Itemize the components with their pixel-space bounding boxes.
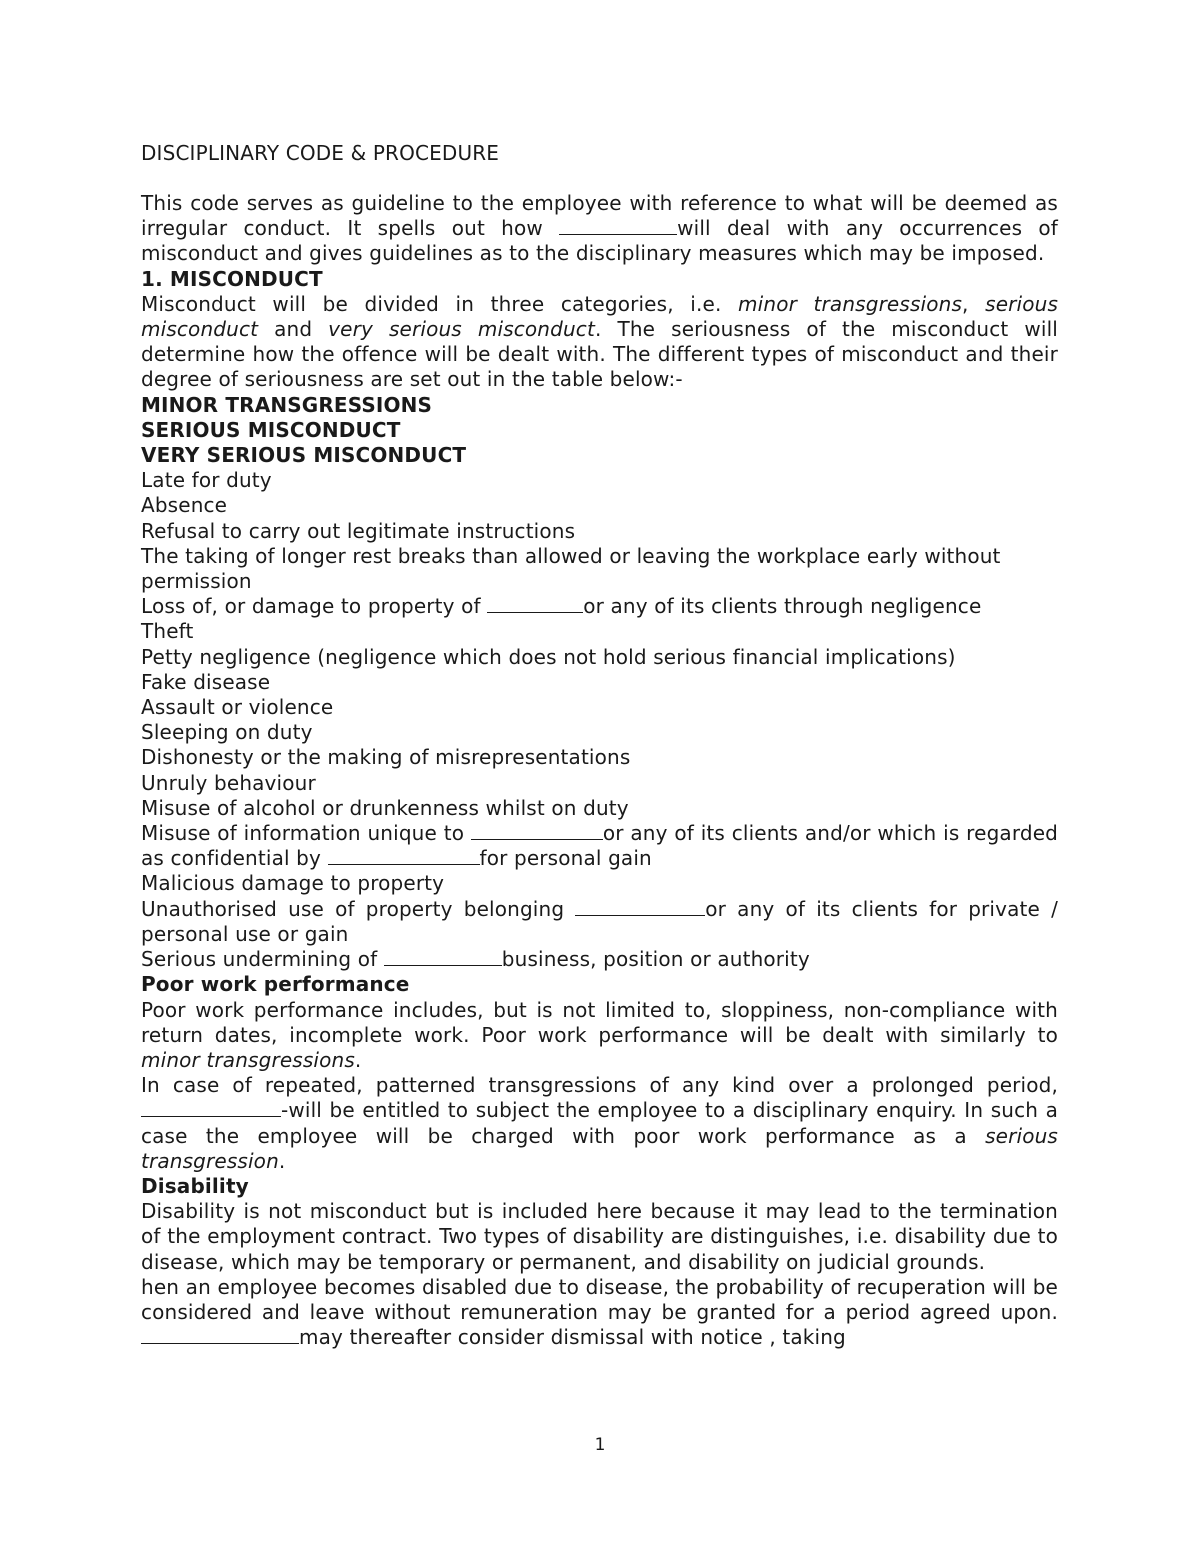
list-item xyxy=(141,594,1058,619)
list-item-text: or any of its clients and/or which is regarded as confidential by xyxy=(141,821,1058,871)
blank-field xyxy=(328,847,480,865)
list-item: Misuse of alcohol or drunkenness whilst on duty xyxy=(141,795,629,820)
disease-text-2: may thereafter consider dismissal with notice , taking xyxy=(299,1325,846,1350)
list-item-text: Serious undermining of xyxy=(141,947,384,972)
category-minor: MINOR TRANSGRESSIONS xyxy=(141,392,433,417)
list-item: Dishonesty or the making of misrepresentations xyxy=(141,745,631,770)
list-item-text: or any of its clients through negligence xyxy=(583,594,982,619)
list-item: Fake disease xyxy=(141,669,271,694)
list-item: Assault or violence xyxy=(141,695,334,720)
page-number: 1 xyxy=(594,1435,606,1455)
list-item: Sleeping on duty xyxy=(141,720,313,745)
intro-text-1: This code serves as guideline to the employee with reference to what will be deemed as irregular conduct. It spells out how xyxy=(141,191,1058,241)
blank-field xyxy=(471,822,603,840)
category-serious: SERIOUS MISCONDUCT xyxy=(141,417,401,442)
document-title: DISCIPLINARY CODE & PROCEDURE xyxy=(141,141,500,165)
list-item: Petty negligence (negligence which does not hold serious financial implications) xyxy=(141,644,956,669)
list-item: Absence xyxy=(141,493,228,518)
list-item-text: or any of its clients for private / personal use or gain xyxy=(141,896,1058,946)
blank-field xyxy=(384,948,502,966)
document-body xyxy=(141,141,1058,1350)
list-item-text: business, position or authority xyxy=(501,947,810,972)
list-item: Late for duty xyxy=(141,468,272,493)
disability-paragraph: Disability is not misconduct but is included here because it may lead to the termination of the employment contract. Two types of disability are distinguishes, i.e. disability due to disease, which may be temporary or permanent, and disability on judicial grounds. xyxy=(141,1199,1058,1274)
blank-field xyxy=(559,217,677,235)
repeat-text-1: In case of repeated, patterned transgressions of any kind over a prolonged period, xyxy=(141,1073,1058,1098)
misconduct-emphasis-1: minor transgressions xyxy=(738,291,963,316)
poor-performance-paragraph xyxy=(141,998,1058,1074)
list-item: Malicious damage to property xyxy=(141,871,445,896)
poor-text-2: . xyxy=(354,1047,362,1072)
misconduct-text-2: , xyxy=(962,291,986,316)
disease-text-1: hen an employee becomes disabled due to disease, the probability of recuperation will be considered and leave without remuneration may be granted for a period agreed upon. xyxy=(141,1274,1058,1324)
misconduct-emphasis-3: very serious misconduct xyxy=(328,317,595,342)
repeat-text-2: -will be entitled to subject the employee to a disciplinary enquiry. In such a case the employee will be charged with poor work performance as a xyxy=(141,1098,1058,1148)
disease-paragraph xyxy=(141,1275,1058,1351)
poor-text-1: Poor work performance includes, but is not limited to, sloppiness, non-compliance with return dates, incomplete work. Poor work performance will be dealt with similarly to xyxy=(141,997,1058,1047)
list-item xyxy=(141,821,1058,871)
list-item: Unruly behaviour xyxy=(141,770,316,795)
blank-field xyxy=(141,1326,299,1344)
poor-performance-heading: Poor work performance xyxy=(141,972,410,997)
blank-field xyxy=(575,898,705,916)
misconduct-text-3: and xyxy=(258,317,329,342)
blank-field xyxy=(141,1099,281,1117)
disability-heading: Disability xyxy=(141,1173,249,1198)
misconduct-text-1: Misconduct will be divided in three categories, i.e. xyxy=(141,291,739,316)
list-item-text: Loss of, or damage to property of xyxy=(141,594,488,619)
misconduct-emphasis-2: serious misconduct xyxy=(141,291,1059,342)
intro-paragraph xyxy=(141,191,1058,267)
list-item xyxy=(141,947,1058,972)
repeat-emphasis: serious transgression xyxy=(141,1123,1058,1173)
poor-emphasis: minor transgressions xyxy=(141,1047,355,1072)
intro-text-2: will deal with any occurrences of misconduct and gives guidelines as to the disciplinary measures which may be imposed. xyxy=(141,216,1058,266)
blank-field xyxy=(487,595,583,613)
section-1-heading: 1. MISCONDUCT xyxy=(141,266,323,291)
repeated-transgressions-paragraph xyxy=(141,1073,1058,1174)
list-item xyxy=(141,897,1058,947)
list-item: The taking of longer rest breaks than allowed or leaving the workplace early without permission xyxy=(141,543,1001,594)
category-very-serious: VERY SERIOUS MISCONDUCT xyxy=(141,443,467,468)
repeat-text-3: . xyxy=(278,1148,286,1173)
list-item-text: for personal gain xyxy=(479,846,652,871)
list-item: Refusal to carry out legitimate instructions xyxy=(141,518,576,543)
misconduct-text-4: . The seriousness of the misconduct will determine how the offence will be dealt with. The different types of misconduct and their degree of seriousness are set out in the table below:- xyxy=(141,317,1059,392)
list-item-text: Unauthorised use of property belonging xyxy=(141,896,576,921)
list-item: Theft xyxy=(141,619,194,644)
list-item-text: Misuse of information unique to xyxy=(141,821,471,846)
misconduct-paragraph xyxy=(141,292,1058,393)
